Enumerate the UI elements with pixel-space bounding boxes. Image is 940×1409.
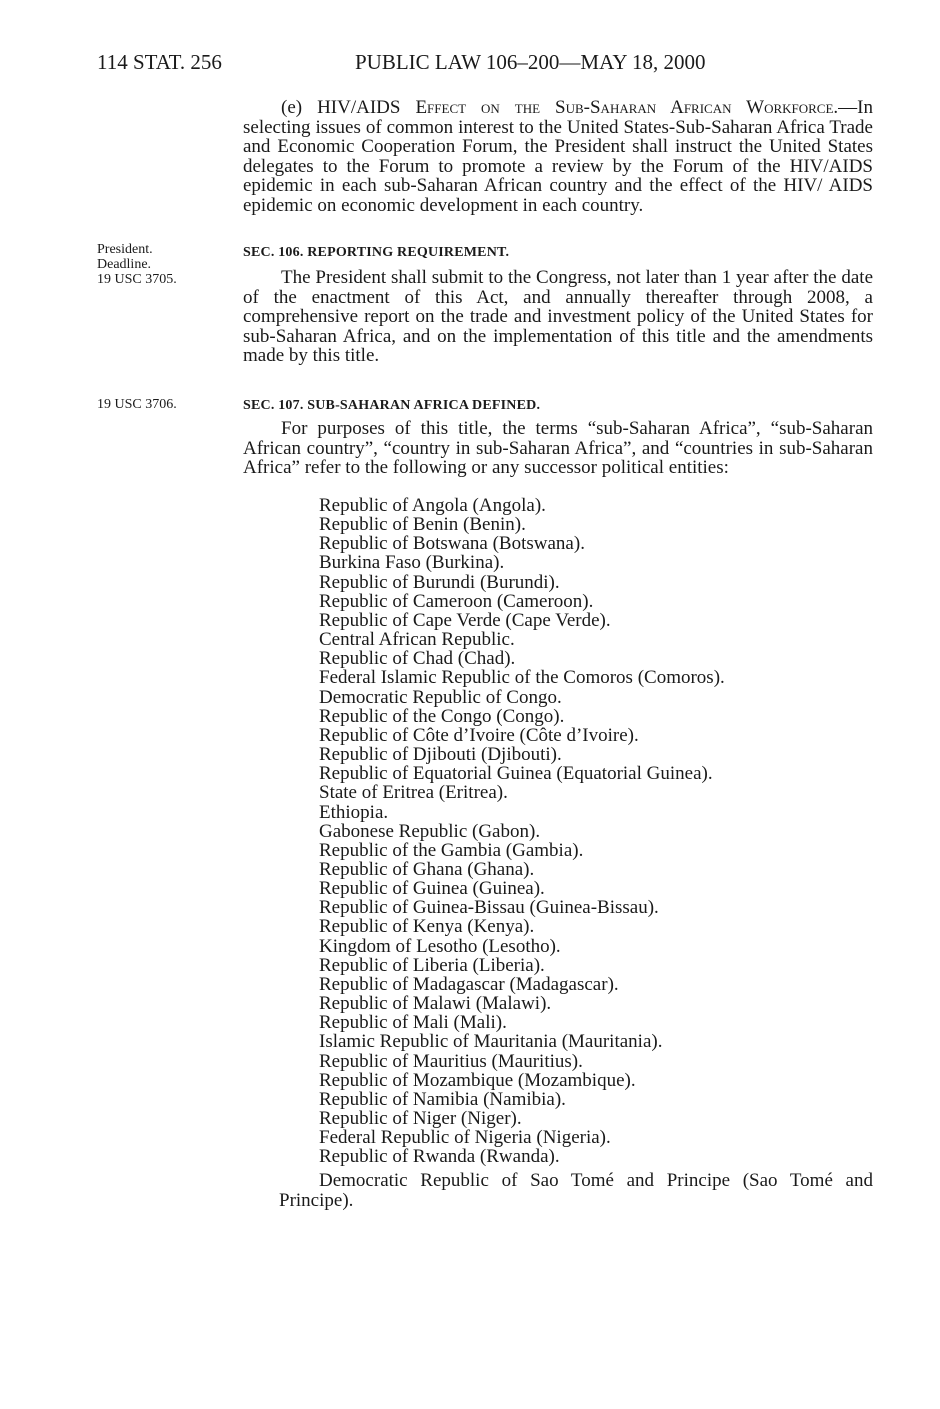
list-item: Republic of Niger (Niger). [319, 1108, 522, 1129]
list-item: Republic of Guinea-Bissau (Guinea-Bissau). [319, 897, 659, 919]
sidenote-president: President. [97, 242, 153, 257]
list-item: Central African Republic. [319, 629, 515, 651]
sidenote-usc-3705: 19 USC 3705. [97, 272, 177, 287]
list-item: Republic of Chad (Chad). [319, 648, 516, 670]
list-item: Republic of Angola (Angola). [319, 495, 546, 516]
subsection-e-marker: (e) HIV/AIDS [281, 97, 416, 118]
list-item: Republic of Côte d’Ivoire (Côte d’Ivoire). [319, 724, 639, 746]
list-item: Federal Islamic Republic of the Comoros (Comoros). [319, 667, 725, 689]
list-item: Republic of Rwanda (Rwanda). [319, 1146, 560, 1168]
list-item: Kingdom of Lesotho (Lesotho). [319, 935, 561, 957]
sidenote-deadline: Deadline. [97, 257, 152, 272]
subsection-e-heading: Effect on the Sub-Saharan African Workforce [415, 97, 834, 118]
list-item: Islamic Republic of Mauritania (Mauritania). [319, 1031, 663, 1053]
sec-107-text: For purposes of this title, the terms “sub-Saharan Africa”, “sub-Saharan African country”, “country in sub-Saharan Africa”, and “countries in sub-Saharan Africa” refer to the following or any successor political entities: [243, 418, 873, 479]
list-item: Republic of Guinea (Guinea). [319, 878, 545, 900]
sec-106-text: The President shall submit to the Congress, not later than 1 year after the date of the enactment of this Act, and annually thereafter through 2008, a comprehensive report on the trade and investment policy of the United States for sub-Saharan Africa, and on the implementation of this title and the amendments made by this title. [243, 267, 873, 367]
list-item: Republic of Cape Verde (Cape Verde). [319, 609, 611, 631]
list-item: Republic of Mali (Mali). [319, 1012, 507, 1034]
list-item: Federal Republic of Nigeria (Nigeria). [319, 1127, 611, 1149]
list-item: Burkina Faso (Burkina). [319, 552, 505, 574]
list-item: Republic of Malawi (Malawi). [319, 993, 552, 1015]
stat-citation: 114 STAT. 256 [97, 50, 222, 74]
list-item: Republic of Djibouti (Djibouti). [319, 744, 562, 766]
list-item: Republic of the Gambia (Gambia). [319, 839, 584, 861]
list-item: Republic of Equatorial Guinea (Equatorial Guinea). [319, 763, 713, 785]
sec-107-sidenote: 19 USC 3706. [97, 397, 177, 412]
list-item: Republic of Benin (Benin). [319, 514, 526, 536]
sec-106-sidenotes [97, 242, 177, 287]
list-item: Republic of Liberia (Liberia). [319, 954, 545, 976]
list-item: Republic of Burundi (Burundi). [319, 571, 560, 593]
sec-106-heading: SEC. 106. REPORTING REQUIREMENT. [243, 245, 510, 260]
list-item: Republic of Mozambique (Mozambique). [319, 1069, 636, 1091]
subsection-e-paragraph [243, 98, 873, 216]
list-item-sao-tome: Democratic Republic of Sao Tomé and Principe (Sao Tomé and Principe). [279, 1170, 873, 1211]
running-head [0, 50, 940, 80]
list-item: Ethiopia. [319, 801, 389, 823]
sec-107-heading: SEC. 107. SUB-SAHARAN AFRICA DEFINED. [243, 398, 541, 413]
list-item: Republic of Kenya (Kenya). [319, 916, 535, 938]
list-item: Republic of Botswana (Botswana). [319, 533, 585, 555]
country-list [319, 496, 874, 1166]
list-item: Gabonese Republic (Gabon). [319, 820, 541, 842]
list-item: Republic of Namibia (Namibia). [319, 1088, 566, 1110]
subsection-e-dash: .— [833, 97, 858, 118]
list-item: Republic of Cameroon (Cameroon). [319, 590, 594, 612]
list-item: Democratic Republic of Congo. [319, 686, 562, 708]
list-item: State of Eritrea (Eritrea). [319, 782, 508, 804]
public-law-citation: PUBLIC LAW 106–200—MAY 18, 2000 [355, 50, 706, 74]
list-item: Republic of Madagascar (Madagascar). [319, 973, 619, 995]
subsection-e-text: In selecting issues of common interest to the United States-Sub-Saharan Africa Trade and Economic Cooperation Forum, the President shall instruct the United States delegates to the Forum to promote a review by the Forum of the HIV/AIDS epidemic in each sub-Saharan African country and the effect of the HIV/ AIDS epidemic on economic development in each country. [243, 97, 873, 216]
list-item: Republic of Ghana (Ghana). [319, 858, 535, 880]
list-item: Republic of Mauritius (Mauritius). [319, 1050, 583, 1072]
list-item: Republic of the Congo (Congo). [319, 705, 565, 727]
